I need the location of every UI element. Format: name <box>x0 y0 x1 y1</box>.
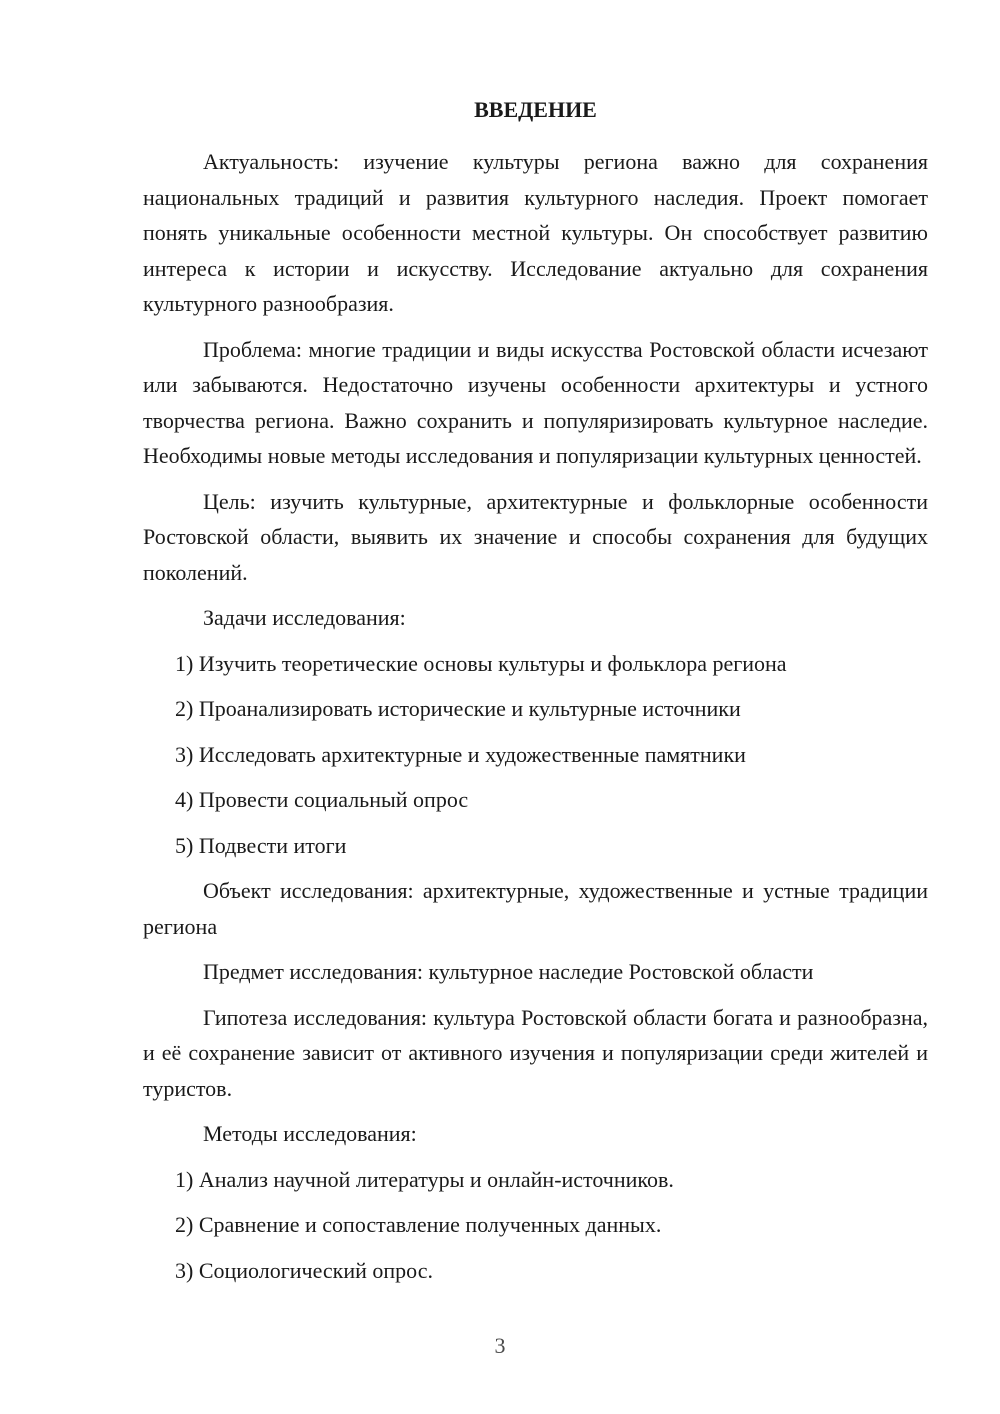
relevance-paragraph: Актуальность: изучение культуры региона важно для сохранения национальных традиций и развития культурного наследия. Проект помогает понять уникальные особенности местной культуры. Он способствует развитию интереса к истории и искусству. Исследование актуально для сохранения культурного разнообразия. <box>143 149 928 316</box>
tasks-heading: Задачи исследования: <box>203 605 406 630</box>
method-item-1: 1) Анализ научной литературы и онлайн-источников. <box>175 1166 674 1192</box>
methods-heading: Методы исследования: <box>203 1121 417 1146</box>
page-title: ВВЕДЕНИЕ <box>474 97 597 122</box>
task-item-2: 2) Проанализировать исторические и культурные источники <box>175 696 741 721</box>
page-number: 3 <box>494 1333 506 1358</box>
task-item-4: 4) Провести социальный опрос <box>175 787 469 812</box>
problem-paragraph: Проблема: многие традиции и виды искусства Ростовской области исчезают или забываются. Недостаточно изучены особенности архитектуры и устного творчества региона. Важно сохранить и популяризировать культурное наследие. Необходимы новые методы исследования и популяризации культурных ценностей. <box>143 336 928 468</box>
method-item-2: 2) Сравнение и сопоставление полученных данных. <box>175 1212 662 1237</box>
tasks-list <box>143 646 928 864</box>
task-item-5: 5) Подвести итоги <box>175 832 347 858</box>
object-paragraph: Объект исследования: архитектурные, художественные и устные традиции региона <box>143 878 928 939</box>
methods-list <box>143 1162 928 1289</box>
method-item-3: 3) Социологический опрос. <box>175 1257 433 1283</box>
hypothesis-paragraph: Гипотеза исследования: культура Ростовской области богата и разнообразна, и её сохранение зависит от активного изучения и популяризации среди жителей и туристов. <box>143 1004 928 1101</box>
goal-paragraph: Цель: изучить культурные, архитектурные и фольклорные особенности Ростовской области, выявить их значение и способы сохранения для будущих поколений. <box>143 488 928 585</box>
subject-paragraph: Предмет исследования: культурное наследие Ростовской области <box>203 959 814 984</box>
task-item-3: 3) Исследовать архитектурные и художественные памятники <box>175 741 746 767</box>
document-page <box>143 94 928 1298</box>
task-item-1: 1) Изучить теоретические основы культуры и фольклора региона <box>175 650 787 676</box>
